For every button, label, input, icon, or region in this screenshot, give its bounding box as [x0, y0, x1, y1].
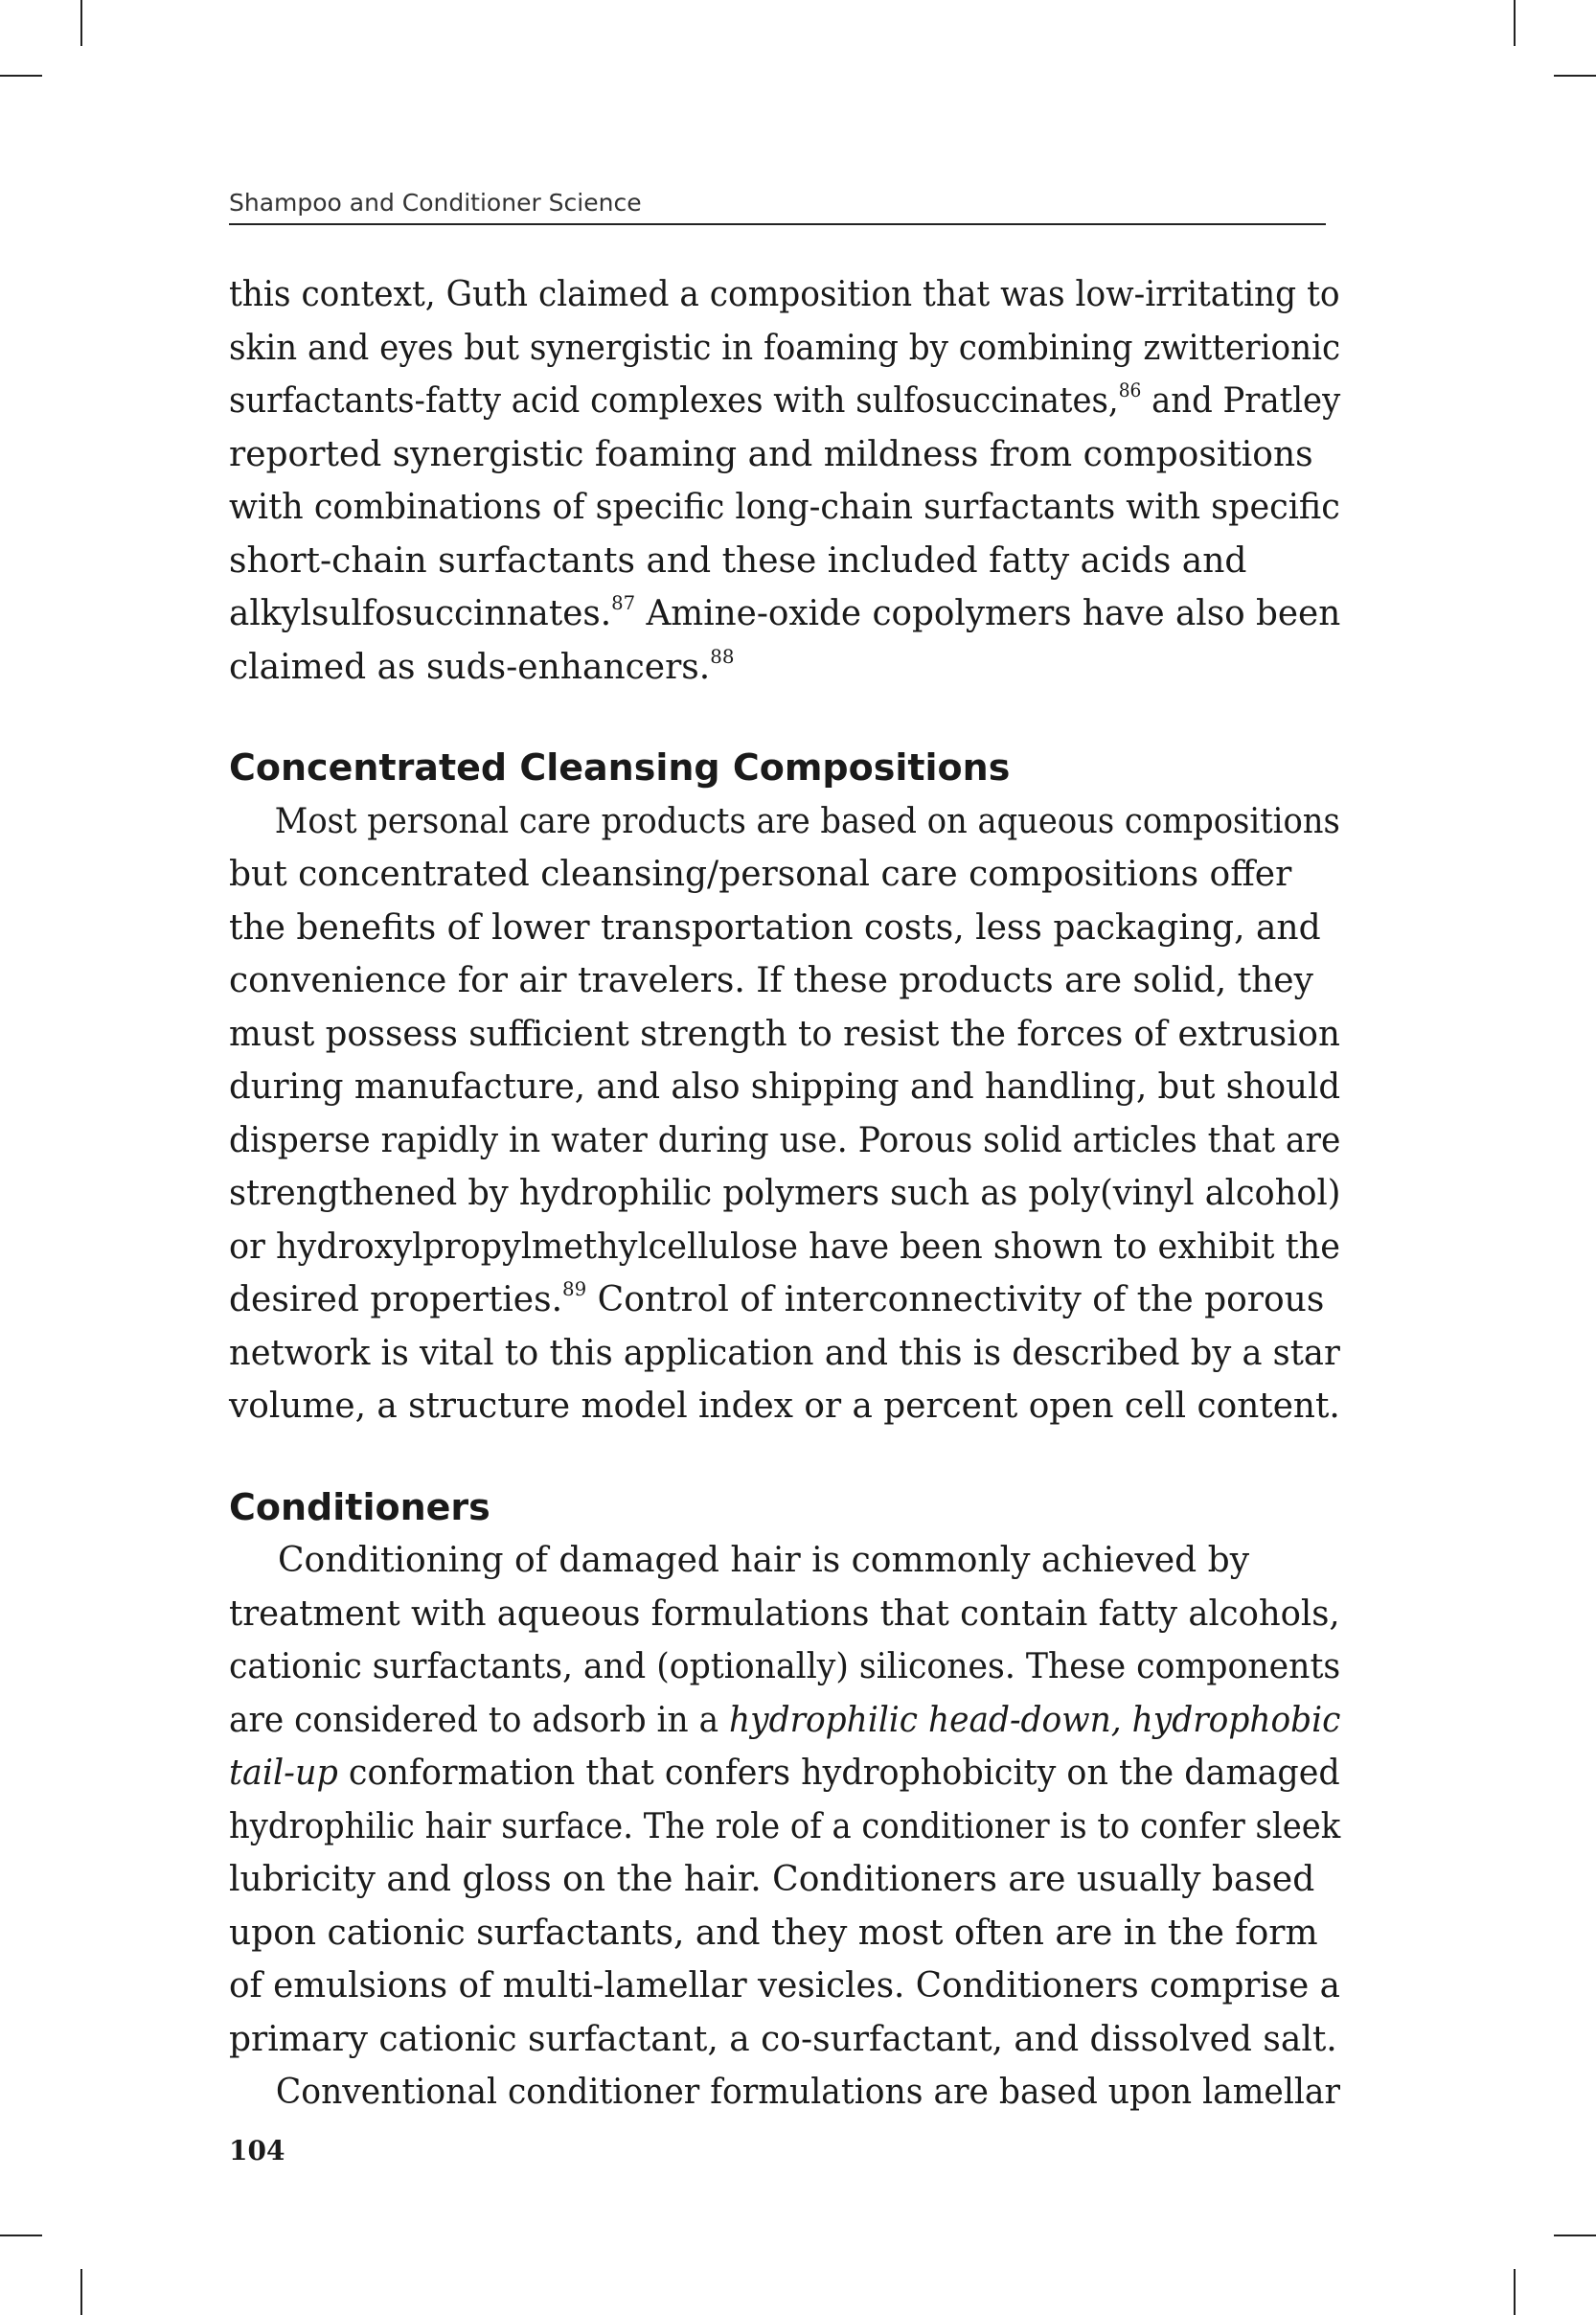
text-line [229, 641, 1340, 695]
text-line: the benefits of lower transportation costs, less packaging, and [229, 907, 1321, 948]
text-line: Conditioning of damaged hair is commonly achieved by [278, 1541, 1250, 1580]
text-run: Amine-oxide copolymers have also been [635, 594, 1341, 633]
crop-mark [80, 0, 82, 46]
footnote-ref: 86 [1118, 379, 1142, 402]
text-run: alkylsulfosuccinnates. [229, 594, 612, 633]
italic-run: tail-up [229, 1753, 338, 1793]
text-line: must possess sufficient strength to resist the forces of extrusion [229, 1014, 1340, 1054]
text-line [229, 375, 1341, 428]
paragraph [229, 1534, 1340, 2066]
text-run: conformation that confers hydrophobicity on the damaged [337, 1753, 1340, 1793]
running-head: Shampoo and Conditioner Science [229, 189, 1326, 225]
text-line: reported synergistic foaming and mildness from compositions [229, 434, 1313, 474]
section-heading: Concentrated Cleansing Compositions [229, 746, 1011, 789]
footnote-ref: 88 [710, 645, 735, 668]
crop-mark [1554, 75, 1596, 77]
text-line: short-chain surfactants and these included fatty acids and [229, 540, 1247, 581]
text-line: but concentrated cleansing/personal care compositions offer [229, 855, 1292, 894]
crop-mark [80, 2269, 82, 2315]
crop-mark [1554, 2235, 1596, 2236]
crop-mark [1514, 2269, 1516, 2315]
text-line: hydrophilic hair surface. The role of a conditioner is to confer sleek [229, 1806, 1341, 1846]
text-line [229, 1747, 1340, 1800]
text-line: cationic surfactants, and (optionally) silicones. These components [229, 1647, 1341, 1686]
page-number: 104 [229, 2135, 285, 2166]
text-line: skin and eyes but synergistic in foaming by combining zwitterionic [229, 328, 1341, 368]
text-line: treatment with aqueous formulations that contain fatty alcohols, [229, 1593, 1340, 1634]
footnote-ref: 89 [562, 1278, 587, 1301]
italic-run: hydrophilic head-down, hydrophobic [729, 1700, 1341, 1740]
text-line: or hydroxylpropylmethylcellulose have been shown to exhibit the [229, 1226, 1340, 1267]
text-run: surfactants-fatty acid complexes with sulfosuccinates, [229, 381, 1119, 421]
text-line: this context, Guth claimed a composition that was low-irritating to [229, 275, 1340, 314]
text-run: are considered to adsorb in a [229, 1700, 730, 1740]
page-body [229, 268, 1340, 2120]
text-line [229, 587, 1341, 641]
paragraph [229, 268, 1340, 694]
text-line: during manufacture, and also shipping and handling, but should [229, 1067, 1341, 1107]
text-line: volume, a structure model index or a percent open cell content. [229, 1387, 1340, 1426]
text-line: with combinations of specific long-chain surfactants with specific [229, 488, 1340, 527]
section-heading: Conditioners [229, 1485, 490, 1528]
text-line: network is vital to this application and this is described by a star [229, 1333, 1340, 1373]
crop-mark [1514, 0, 1516, 46]
text-line [229, 1694, 1341, 1748]
text-line: Conventional conditioner formulations are based upon lamellar [275, 2073, 1341, 2112]
paragraph [229, 2066, 1340, 2120]
text-run: desired properties. [229, 1280, 563, 1319]
crop-mark [0, 2235, 42, 2236]
text-run: and Pratley [1141, 381, 1341, 421]
text-line: upon cationic surfactants, and they most often are in the form [229, 1913, 1318, 1953]
paragraph [229, 795, 1340, 1433]
text-line: strengthened by hydrophilic polymers such as poly(vinyl alcohol) [229, 1174, 1341, 1213]
crop-mark [0, 75, 42, 77]
text-line: primary cationic surfactant, a co-surfactant, and dissolved salt. [229, 2019, 1337, 2059]
text-line: convenience for air travelers. If these products are solid, they [229, 961, 1313, 1000]
text-line: lubricity and gloss on the hair. Conditioners are usually based [229, 1860, 1315, 1899]
text-line [229, 1273, 1340, 1327]
text-run: Control of interconnectivity of the porous [586, 1280, 1325, 1319]
text-run: claimed as suds-enhancers. [229, 647, 711, 687]
text-line: Most personal care products are based on aqueous compositions [274, 801, 1340, 841]
text-line: of emulsions of multi-lamellar vesicles. Conditioners comprise a [229, 1966, 1340, 2006]
footnote-ref: 87 [611, 592, 636, 615]
text-line: disperse rapidly in water during use. Porous solid articles that are [229, 1120, 1341, 1160]
